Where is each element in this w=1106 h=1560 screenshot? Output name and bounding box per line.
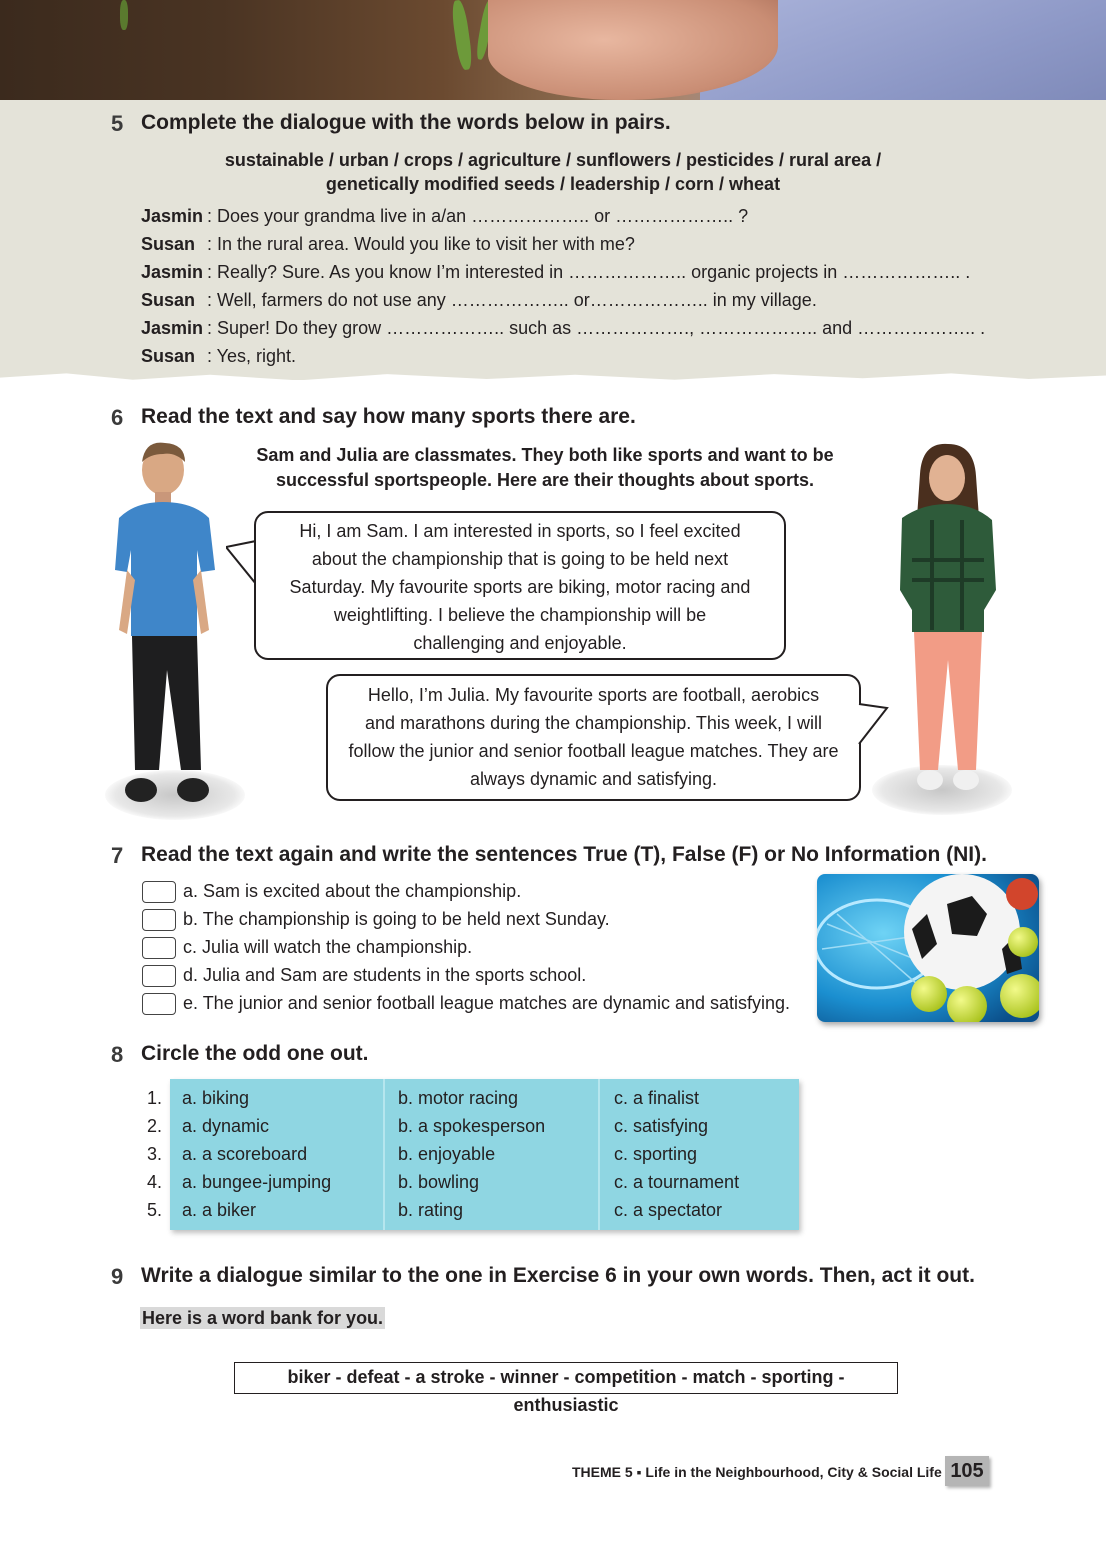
- true-false-list: [142, 877, 790, 1017]
- dialogue-text: : Really? Sure. As you know I’m interested in ……………….. organic projects in ……………….. .: [207, 262, 971, 282]
- dialogue-line: [141, 202, 985, 230]
- dialogue-line: [141, 230, 985, 258]
- bubble-line: and marathons during the championship. This week, I will: [365, 713, 822, 733]
- exercise-5-number: 5: [111, 111, 124, 136]
- dialogue-text: : Well, farmers do not use any ……………….. or……………….. in my village.: [207, 290, 817, 310]
- exercise-9-number: 9: [111, 1264, 124, 1289]
- row-number: 3.: [146, 1144, 162, 1164]
- row-number: 5.: [146, 1200, 162, 1220]
- word-list-line-1: sustainable / urban / crops / agriculture / sunflowers / pesticides / rural area /: [224, 150, 882, 170]
- list-item: [142, 989, 790, 1017]
- exercise-8-title: Circle the odd one out.: [141, 1042, 369, 1065]
- option-b[interactable]: b. a spokesperson: [398, 1116, 546, 1136]
- sports-balls-photo: [817, 874, 1039, 1022]
- word-bank-box: biker - defeat - a stroke - winner - competition - match - sporting - enthusiastic: [234, 1362, 898, 1394]
- julia-text: [326, 674, 861, 801]
- exercise-6-title: Read the text and say how many sports there are.: [141, 405, 636, 428]
- list-item: [142, 961, 790, 989]
- column-divider: [598, 1079, 600, 1230]
- list-item: [142, 933, 790, 961]
- row-number: 1.: [146, 1088, 162, 1108]
- statement: d. Julia and Sam are students in the sports school.: [183, 965, 587, 985]
- list-item: [142, 877, 790, 905]
- answer-box[interactable]: [142, 993, 176, 1015]
- option-a[interactable]: a. a biker: [182, 1200, 257, 1220]
- answer-box[interactable]: [142, 937, 176, 959]
- dialogue: [141, 202, 985, 370]
- statement: b. The championship is going to be held next Sunday.: [183, 909, 610, 929]
- exercise-6-intro: [250, 443, 840, 493]
- exercise-9-title: Write a dialogue similar to the one in Exercise 6 in your own words. Then, act it out.: [141, 1264, 975, 1287]
- speaker: Susan: [141, 234, 196, 254]
- list-item: [142, 905, 790, 933]
- bubble-line: weightlifting. I believe the championship will be: [333, 605, 707, 625]
- dialogue-line: [141, 342, 985, 370]
- dialogue-text: : Super! Do they grow ……………….. such as ………………., ……………….. and ……………….. .: [207, 318, 986, 338]
- option-c[interactable]: c. a finalist: [614, 1088, 700, 1108]
- bubble-line: Saturday. My favourite sports are biking, motor racing and: [289, 577, 751, 597]
- bubble-line: Hello, I’m Julia. My favourite sports are football, aerobics: [367, 685, 820, 705]
- exercise-7-number: 7: [111, 843, 124, 868]
- bubble-line: follow the junior and senior football league matches. They are: [348, 741, 839, 761]
- dialogue-line: [141, 286, 985, 314]
- exercise-8-number: 8: [111, 1042, 124, 1067]
- row-number: 4.: [146, 1172, 162, 1192]
- speaker: Jasmin: [141, 318, 204, 338]
- bubble-line: Hi, I am Sam. I am interested in sports, so I feel excited: [299, 521, 741, 541]
- option-c[interactable]: c. sporting: [614, 1144, 698, 1164]
- dialogue-line: [141, 258, 985, 286]
- word-bank-label: [140, 1308, 385, 1329]
- row-number: 2.: [146, 1116, 162, 1136]
- speaker: Susan: [141, 290, 196, 310]
- option-b[interactable]: b. bowling: [398, 1172, 480, 1192]
- header-photo: [0, 0, 1106, 106]
- exercise-7-title: Read the text again and write the sentences True (T), False (F) or No Information (NI).: [141, 843, 987, 866]
- answer-box[interactable]: [142, 881, 176, 903]
- statement: a. Sam is excited about the championship.: [183, 881, 522, 901]
- option-a[interactable]: a. bungee-jumping: [182, 1172, 332, 1192]
- dialogue-text: : Does your grandma live in a/an ……………….. or ……………….. ?: [207, 206, 749, 226]
- answer-box[interactable]: [142, 965, 176, 987]
- option-a[interactable]: a. biking: [182, 1088, 250, 1108]
- option-c[interactable]: c. a spectator: [614, 1200, 723, 1220]
- answer-box[interactable]: [142, 909, 176, 931]
- speaker: Jasmin: [141, 206, 204, 226]
- theme-footer: THEME 5 ▪ Life in the Neighbourhood, City & Social Life: [572, 1464, 942, 1480]
- exercise-6-number: 6: [111, 405, 124, 430]
- word-list-line-2: genetically modified seeds / leadership / corn / wheat: [325, 174, 781, 194]
- bubble-line: about the championship that is going to be held next: [311, 549, 729, 569]
- option-c[interactable]: c. satisfying: [614, 1116, 709, 1136]
- option-b[interactable]: b. enjoyable: [398, 1144, 496, 1164]
- dialogue-text: : In the rural area. Would you like to visit her with me?: [207, 234, 635, 254]
- bubble-tail: [857, 700, 889, 750]
- julia-photo: [892, 440, 1002, 805]
- julia-speech-bubble: [326, 674, 890, 804]
- page-number: 105: [945, 1456, 989, 1486]
- speaker: Susan: [141, 346, 196, 366]
- option-a[interactable]: a. dynamic: [182, 1116, 270, 1136]
- sam-text: [254, 511, 786, 660]
- exercise-5-title: Complete the dialogue with the words below in pairs.: [141, 111, 671, 134]
- intro-line: Sam and Julia are classmates. They both like sports and want to be: [256, 445, 834, 465]
- dialogue-text: : Yes, right.: [207, 346, 297, 366]
- dialogue-line: [141, 314, 985, 342]
- column-divider: [383, 1079, 385, 1230]
- option-c[interactable]: c. a tournament: [614, 1172, 740, 1192]
- sam-speech-bubble: [226, 511, 790, 666]
- statement: c. Julia will watch the championship.: [183, 937, 473, 957]
- bubble-line: always dynamic and satisfying.: [469, 769, 718, 789]
- bubble-line: challenging and enjoyable.: [413, 633, 627, 653]
- option-b[interactable]: b. rating: [398, 1200, 464, 1220]
- speaker: Jasmin: [141, 262, 204, 282]
- word-bank-label-text: Here is a word bank for you.: [142, 1308, 384, 1328]
- statement: e. The junior and senior football league matches are dynamic and satisfying.: [183, 993, 791, 1013]
- option-a[interactable]: a. a scoreboard: [182, 1144, 308, 1164]
- intro-line: successful sportspeople. Here are their thoughts about sports.: [275, 470, 815, 490]
- option-b[interactable]: b. motor racing: [398, 1088, 519, 1108]
- sam-photo: [105, 440, 245, 815]
